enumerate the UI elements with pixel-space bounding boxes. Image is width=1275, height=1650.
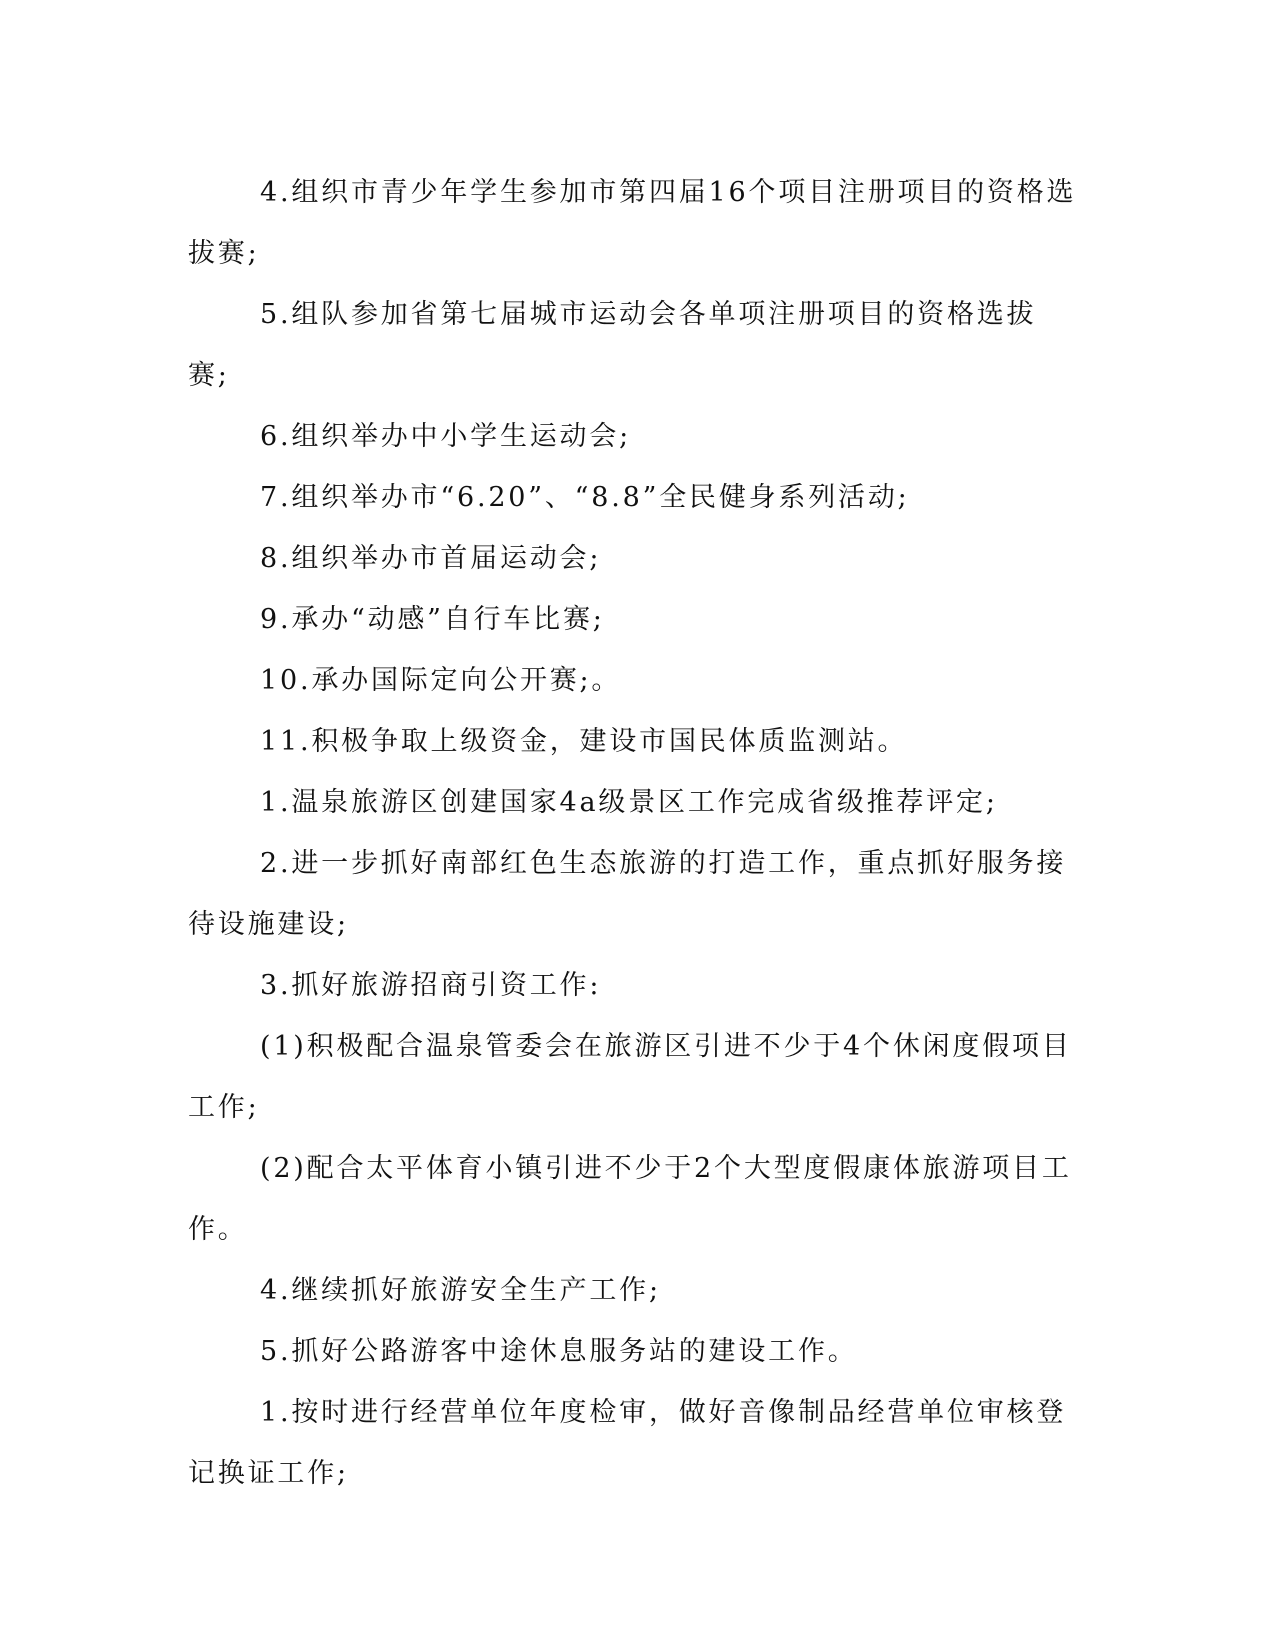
paragraph-leisure-projects: (1)积极配合温泉管委会在旅游区引进不少于4个休闲度假项目工作; (188, 1031, 1072, 1123)
document-body (188, 162, 1078, 1504)
paragraph-provincial-games-selection: 5.组队参加省第七届城市运动会各单项注册项目的资格选拔赛; (188, 299, 1037, 391)
paragraph-youth-selection: 4.组织市青少年学生参加市第四届16个项目注册项目的资格选拔赛; (188, 177, 1077, 269)
paragraph-orienteering-open: 10.承办国际定向公开赛;。 (260, 665, 622, 696)
paragraph-first-city-games: 8.组织举办市首届运动会; (260, 543, 602, 574)
paragraph-red-eco-tourism: 2.进一步抓好南部红色生态旅游的打造工作，重点抓好服务接待设施建设; (188, 848, 1067, 940)
paragraph-tourism-safety: 4.继续抓好旅游安全生产工作; (260, 1275, 661, 1306)
paragraph-fitness-activities: 7.组织举办市“6.20”、“8.8”全民健身系列活动; (260, 482, 910, 513)
paragraph-cycling-race: 9.承办“动感”自行车比赛; (260, 604, 605, 635)
paragraph-sports-town-projects: (2)配合太平体育小镇引进不少于2个大型度假康体旅游项目工作。 (188, 1153, 1072, 1245)
paragraph-school-sports-meet: 6.组织举办中小学生运动会; (260, 421, 632, 452)
paragraph-tourism-investment: 3.抓好旅游招商引资工作: (260, 970, 602, 1001)
paragraph-rest-stations: 5.抓好公路游客中途休息服务站的建设工作。 (260, 1336, 858, 1367)
paragraph-hot-spring-4a: 1.温泉旅游区创建国家4a级景区工作完成省级推荐评定; (260, 787, 998, 818)
paragraph-fitness-monitoring-station: 11.积极争取上级资金，建设市国民体质监测站。 (260, 726, 908, 757)
paragraph-annual-inspection: 1.按时进行经营单位年度检审，做好音像制品经营单位审核登记换证工作; (188, 1397, 1067, 1489)
